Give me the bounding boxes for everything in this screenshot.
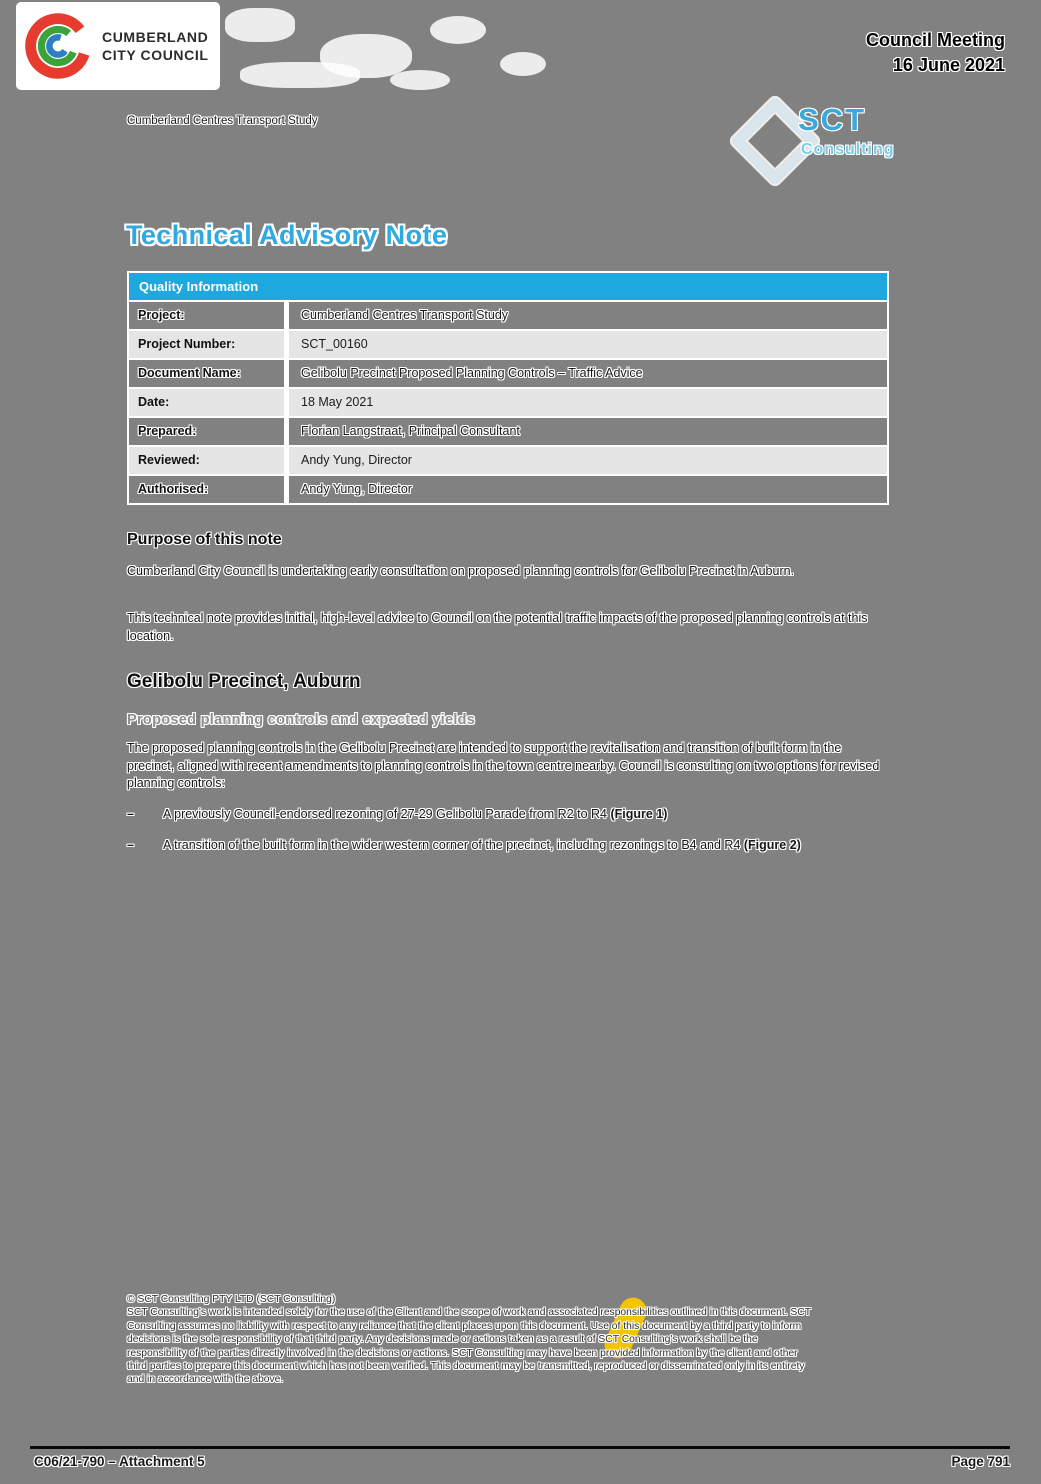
sct-consulting-logo bbox=[726, 100, 906, 180]
table-row bbox=[129, 476, 887, 503]
council-logo-line1: CUMBERLAND bbox=[102, 29, 209, 45]
bullet-text-body: A previously Council-endorsed rezoning of 27-29 Gelibolu Parade from R2 to R4 bbox=[163, 807, 611, 821]
footer-line: © SCT Consulting PTY LTD (SCT Consulting) bbox=[127, 1294, 336, 1305]
scan-artifact bbox=[240, 62, 360, 88]
table-row bbox=[129, 302, 887, 331]
table-header: Quality Information bbox=[129, 273, 887, 302]
page-title: Technical Advisory Note bbox=[126, 220, 448, 250]
council-logo-line2: CITY COUNCIL bbox=[102, 47, 209, 63]
page-number: Page 791 bbox=[951, 1454, 1010, 1469]
row-label: Reviewed: bbox=[129, 447, 289, 474]
row-label: Project Number: bbox=[129, 331, 289, 358]
bullet-marker: – bbox=[127, 807, 134, 821]
figure-2-reference: (Figure 2) bbox=[743, 838, 801, 852]
council-logo-text bbox=[102, 28, 209, 64]
row-label: Date: bbox=[129, 389, 289, 416]
table-row bbox=[129, 331, 887, 360]
bullet-item bbox=[127, 806, 889, 824]
figure-1-reference: (Figure 1) bbox=[610, 807, 668, 821]
footer-line: and in accordance with the above. bbox=[127, 1374, 284, 1386]
scan-artifact bbox=[390, 70, 450, 90]
row-label: Document Name: bbox=[129, 360, 289, 387]
attachment-reference: C06/21-790 – Attachment 5 bbox=[34, 1454, 205, 1469]
row-value: Andy Yung, Director bbox=[301, 453, 412, 467]
table-row bbox=[129, 418, 887, 447]
footer-line: decisions is the sole responsibility of that third party. Any decisions made or actions taken as a result of SCT Consulting's work shall be the bbox=[127, 1334, 758, 1346]
section-heading-gelibolu: Gelibolu Precinct, Auburn bbox=[127, 671, 361, 692]
footer-line: third parties to prepare this document which has not been verified. This document may be transmitted, reproduced or disseminated only in its entirety bbox=[127, 1361, 805, 1373]
footer-line: responsibility of the parties directly involved in the decisions or actions. SCT Consulting may have been provided information by the client and other bbox=[127, 1347, 798, 1359]
scan-artifact bbox=[500, 52, 546, 76]
table-row bbox=[129, 360, 887, 389]
row-label: Prepared: bbox=[129, 418, 289, 445]
meeting-stamp-line1: Council Meeting bbox=[866, 30, 1005, 50]
row-value: SCT_00160 bbox=[301, 337, 368, 351]
row-value: Cumberland Centres Transport Study bbox=[301, 308, 509, 322]
bottom-divider-line bbox=[30, 1446, 1010, 1449]
bullet-text-body: A transition of the built form in the wider western corner of the precinct, including rezonings to B4 and R4 bbox=[163, 838, 744, 852]
footer-line: Consulting assumes no liability with respect to any reliance that the client places upon this document. Use of this document by a third party to inform bbox=[127, 1320, 802, 1332]
sct-logo-name: SCT bbox=[798, 102, 866, 137]
cumberland-city-council-logo bbox=[16, 2, 220, 90]
quality-information-table bbox=[127, 271, 889, 505]
row-label: Project: bbox=[129, 302, 289, 329]
gelibolu-paragraph: The proposed planning controls in the Gelibolu Precinct are intended to support the revitalisation and transition of built form in the precinct, aligned with recent amendments to planning controls in the town centre nearby. Council is consulting on two options for revised planning controls: bbox=[127, 741, 880, 790]
table-row bbox=[129, 447, 887, 476]
bullet-marker: – bbox=[127, 838, 134, 852]
council-meeting-stamp bbox=[866, 28, 1005, 78]
sct-logo-subname: Consulting bbox=[801, 141, 895, 158]
scan-artifact bbox=[225, 8, 295, 42]
footer-line: SCT Consulting's work is intended solely for the use of the Client and the scope of work and associated responsibilities outlined in this document. SCT bbox=[127, 1307, 812, 1319]
row-label: Authorised: bbox=[129, 476, 289, 503]
scan-artifact bbox=[430, 16, 486, 44]
row-value: 18 May 2021 bbox=[301, 395, 374, 409]
purpose-paragraph-2: This technical note provides initial, high-level advice to Council on the potential traffic impacts of the proposed planning controls at this location. bbox=[127, 611, 868, 643]
row-value: Florian Langstraat, Principal Consultant bbox=[301, 424, 520, 438]
cumberland-c-icon bbox=[22, 10, 94, 82]
meeting-stamp-line2: 16 June 2021 bbox=[892, 55, 1005, 75]
subsection-heading-planning-controls: Proposed planning controls and expected yields bbox=[127, 712, 476, 728]
disclaimer-footer bbox=[127, 1293, 897, 1387]
section-heading-purpose: Purpose of this note bbox=[127, 531, 282, 548]
row-value: Andy Yung, Director bbox=[301, 482, 412, 496]
row-value: Gelibolu Precinct Proposed Planning Controls – Traffic Advice bbox=[301, 366, 643, 380]
running-header-study-title: Cumberland Centres Transport Study bbox=[127, 115, 318, 127]
table-row bbox=[129, 389, 887, 418]
purpose-paragraph-1: Cumberland City Council is undertaking early consultation on proposed planning controls for Gelibolu Precinct in Auburn. bbox=[127, 564, 795, 578]
bullet-item bbox=[127, 837, 889, 855]
bullet-text bbox=[163, 806, 667, 824]
bullet-text bbox=[163, 837, 801, 855]
